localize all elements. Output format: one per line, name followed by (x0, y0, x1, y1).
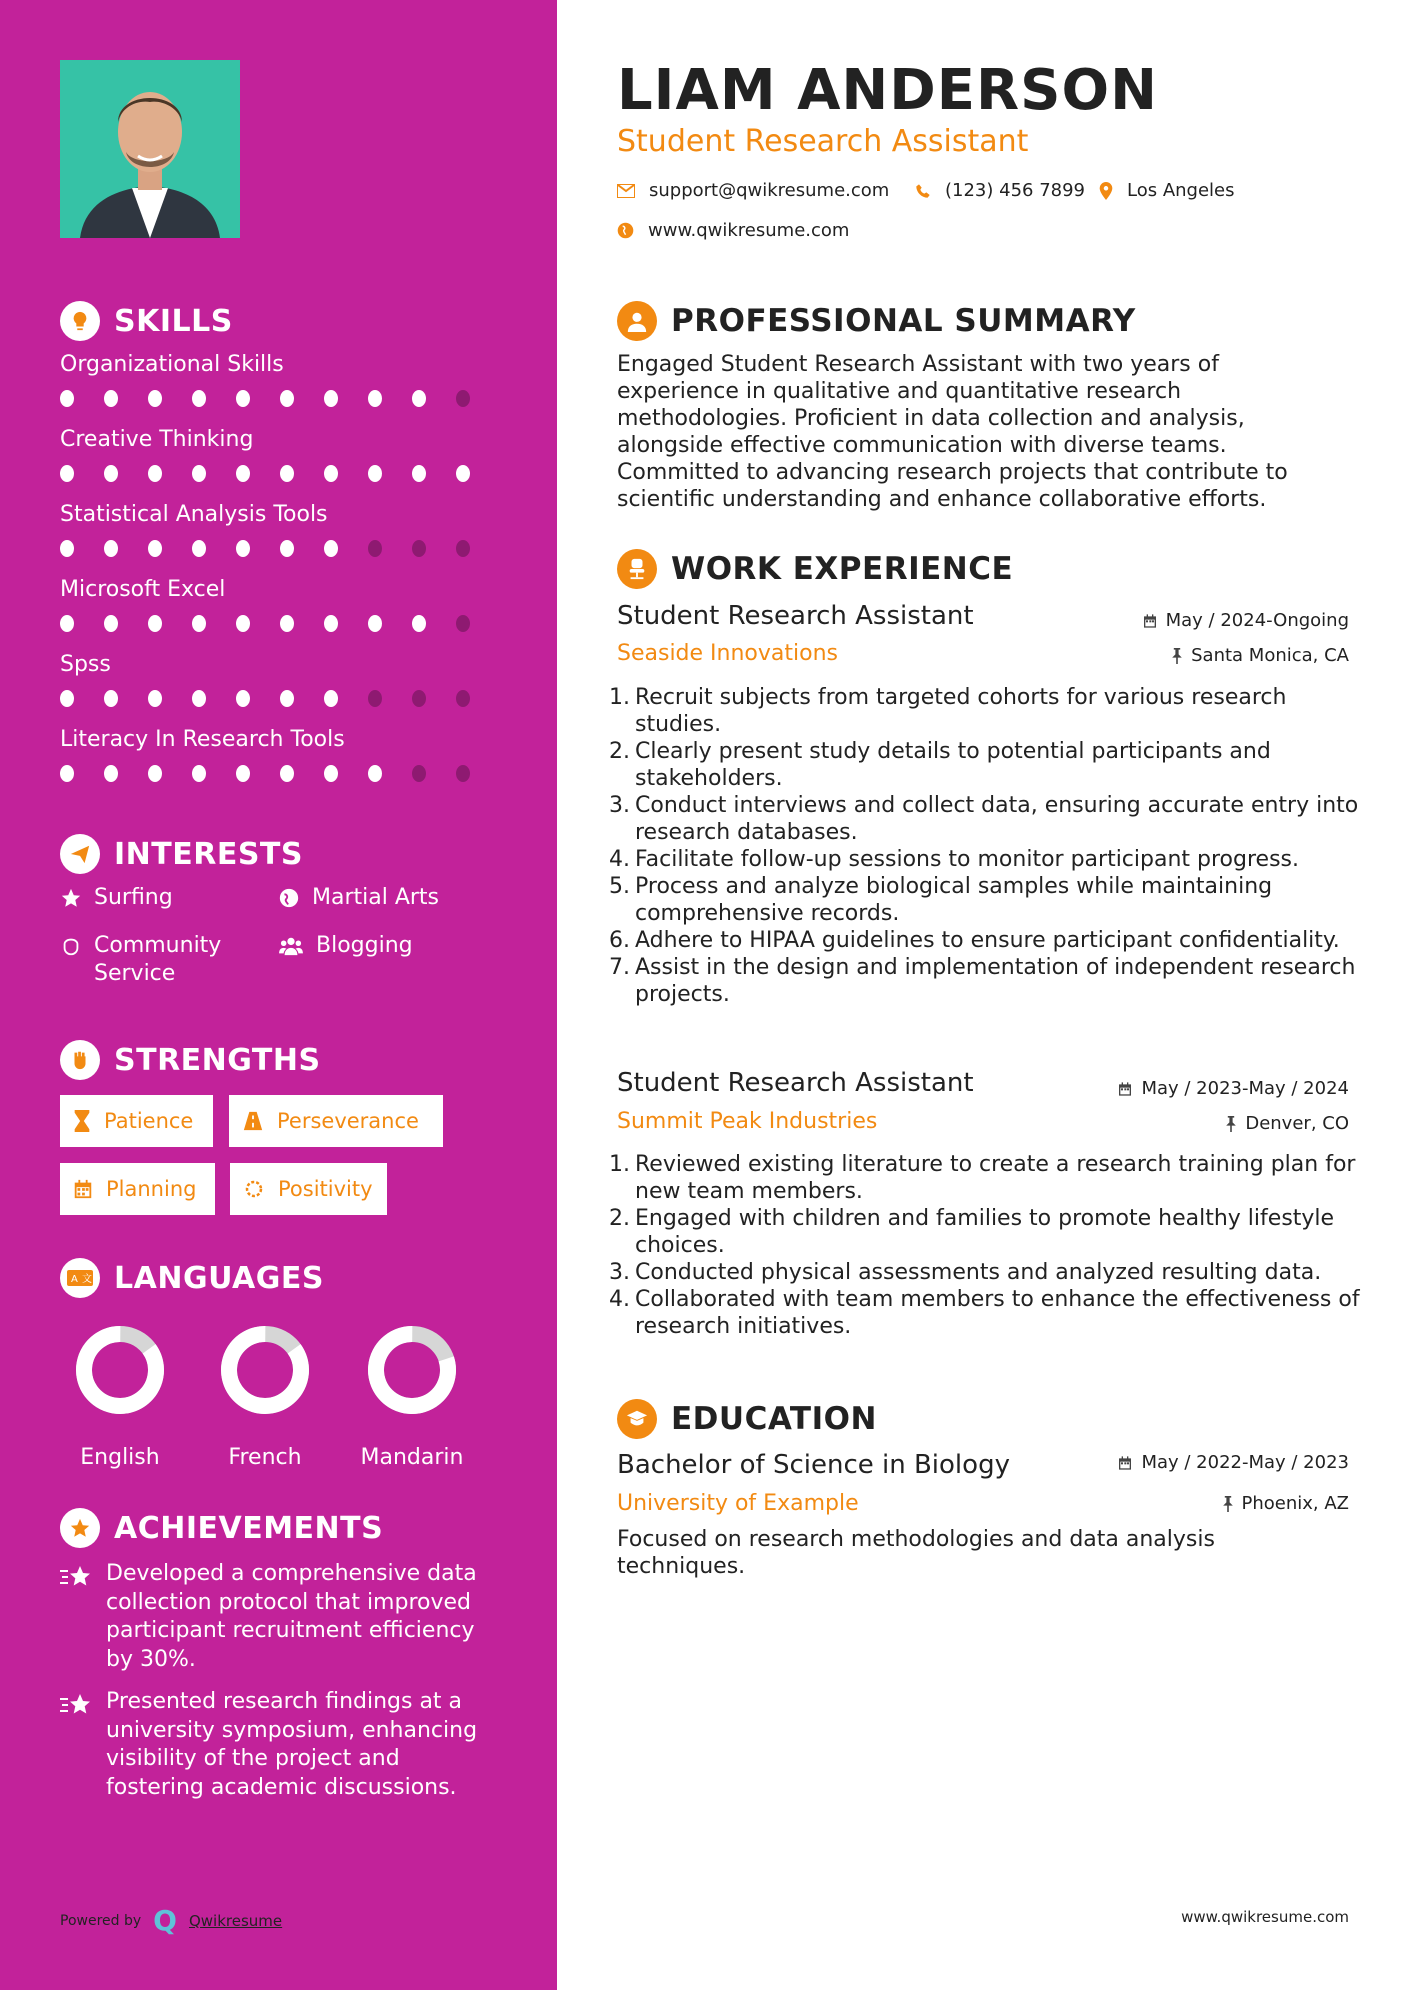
achievement-item (60, 1560, 500, 1674)
rating-dot (192, 690, 206, 707)
sun-icon (242, 1177, 266, 1201)
job-bullets (609, 684, 1369, 1008)
pushpin-icon (1171, 648, 1183, 664)
strength-label: Positivity (278, 1177, 373, 1201)
rating-dot (456, 540, 470, 557)
globe-icon (278, 887, 300, 909)
job-dates (1142, 610, 1349, 631)
candidate-name: LIAM ANDERSON (617, 58, 1158, 123)
achievement-text: Presented research findings at a university symposium, enhancing visibility of the project and fostering academic discussions. (106, 1689, 478, 1800)
bullet-text: Recruit subjects from targeted cohorts for various research studies. (635, 685, 1287, 737)
paper-plane-icon (60, 834, 100, 874)
rating-dot (148, 465, 162, 482)
job-company: Seaside Innovations (617, 641, 838, 666)
rating-dot (104, 390, 118, 407)
summary-title: PROFESSIONAL SUMMARY (671, 303, 1136, 339)
skill-rating (60, 465, 500, 482)
education-description: Focused on research methodologies and data analysis techniques. (617, 1527, 1215, 1579)
achievement-item (60, 1688, 500, 1802)
rating-dot (456, 765, 470, 782)
achievements-title: ACHIEVEMENTS (114, 1510, 384, 1546)
phone-text: (123) 456 7899 (945, 180, 1086, 201)
language-ring-fill (367, 1325, 457, 1415)
rating-dot (104, 765, 118, 782)
contact-email[interactable] (617, 180, 889, 201)
rating-dot (192, 765, 206, 782)
bullet-number: 5. (609, 874, 630, 899)
rating-dot (412, 765, 426, 782)
interest-item (278, 884, 439, 912)
contact-phone[interactable] (915, 180, 1085, 201)
bullet-number: 1. (609, 685, 630, 710)
job-bullets (609, 1151, 1369, 1340)
strength-label: Patience (104, 1109, 194, 1133)
svg-text:文: 文 (82, 1274, 92, 1285)
calendar-icon (72, 1178, 94, 1200)
bullet-text: Conduct interviews and collect data, ensuring accurate entry into research databases. (635, 793, 1359, 845)
summary-heading (617, 301, 1136, 341)
rating-dot (368, 690, 382, 707)
main-content (557, 0, 1407, 1990)
lightbulb-icon (60, 301, 100, 341)
language-ring-fill (220, 1325, 310, 1415)
skill-item (60, 352, 500, 407)
candidate-role: Student Research Assistant (617, 124, 1029, 159)
rating-dot (324, 765, 338, 782)
strength-tag (230, 1163, 387, 1215)
languages-heading (60, 1258, 324, 1298)
rating-dot (236, 540, 250, 557)
education-location-text: Phoenix, AZ (1241, 1493, 1349, 1514)
language-item (342, 1325, 482, 1470)
rating-dot (412, 540, 426, 557)
interest-item (60, 884, 173, 912)
email-text: support@qwikresume.com (649, 180, 890, 201)
skill-rating (60, 390, 500, 407)
skill-rating (60, 615, 500, 632)
interest-label: Blogging (316, 933, 413, 958)
map-pin-icon (1099, 182, 1113, 200)
language-name: English (80, 1445, 160, 1470)
contact-location (1099, 180, 1235, 201)
strength-label: Planning (106, 1177, 197, 1201)
skill-rating (60, 540, 500, 557)
job-company: Summit Peak Industries (617, 1109, 878, 1134)
job-bullet (609, 954, 1369, 1008)
bullet-text: Facilitate follow-up sessions to monitor participant progress. (635, 847, 1299, 872)
fist-icon (60, 1040, 100, 1080)
language-ring (220, 1325, 310, 1415)
bullet-number: 3. (609, 793, 630, 818)
bullet-text: Engaged with children and families to promote healthy lifestyle choices. (635, 1206, 1335, 1258)
rating-dot (412, 465, 426, 482)
bullet-number: 4. (609, 1287, 630, 1312)
pushpin-icon (1222, 1496, 1234, 1512)
rating-dot (324, 390, 338, 407)
rating-dot (368, 615, 382, 632)
rating-dot (324, 540, 338, 557)
calendar-icon (1117, 1081, 1133, 1097)
bullet-text: Adhere to HIPAA guidelines to ensure participant confidentiality. (635, 928, 1340, 953)
rating-dot (104, 615, 118, 632)
skill-item (60, 727, 500, 782)
rating-dot (148, 690, 162, 707)
rating-dot (456, 615, 470, 632)
rating-dot (280, 465, 294, 482)
strengths-title: STRENGTHS (114, 1042, 321, 1078)
work-title: WORK EXPERIENCE (671, 551, 1014, 587)
language-ring (367, 1325, 457, 1415)
rating-dot (104, 540, 118, 557)
qwikresume-logo-icon: Q (153, 1904, 177, 1937)
bullet-text: Reviewed existing literature to create a research training plan for new team members. (635, 1152, 1356, 1204)
rating-dot (236, 690, 250, 707)
job-title: Student Research Assistant (617, 1068, 974, 1098)
summary-text: Engaged Student Research Assistant with two years of experience in qualitative and quantitative research methodologies. Proficient in data collection and analysis, alongside effective communication with diverse teams. Committed to advancing research projects that contribute to scientific understanding and enhance collaborative efforts. (617, 352, 1288, 512)
job-bullet (609, 738, 1369, 792)
education-title: EDUCATION (671, 1401, 877, 1437)
strength-label: Perseverance (277, 1109, 419, 1133)
job-dates (1117, 1078, 1349, 1099)
strength-tag (60, 1095, 213, 1147)
rating-dot (412, 615, 426, 632)
job-bullet (609, 846, 1369, 873)
powered-by (60, 1904, 282, 1937)
shooting-star-icon (60, 1692, 94, 1718)
education-heading (617, 1399, 877, 1439)
interest-item (278, 932, 413, 960)
bullet-text: Process and analyze biological samples while maintaining comprehensive records. (635, 874, 1273, 926)
bullet-number: 7. (609, 955, 630, 980)
hourglass-icon (72, 1110, 92, 1132)
work-heading (617, 549, 1013, 589)
rating-dot (148, 765, 162, 782)
job-bullet (609, 873, 1369, 927)
phone-icon (915, 183, 931, 199)
skill-item (60, 652, 500, 707)
rating-dot (236, 465, 250, 482)
rating-dot (192, 540, 206, 557)
interest-item (60, 932, 250, 988)
interest-label: Martial Arts (312, 885, 440, 910)
profile-photo (60, 60, 240, 238)
calendar-icon (1117, 1455, 1133, 1471)
user-icon (617, 301, 657, 341)
sidebar (0, 0, 557, 1990)
rating-dot (60, 615, 74, 632)
job-bullet (609, 1286, 1369, 1340)
rating-dot (104, 690, 118, 707)
rating-dot (148, 615, 162, 632)
location-text: Los Angeles (1127, 180, 1235, 201)
bullet-number: 3. (609, 1260, 630, 1285)
skills-heading (60, 301, 233, 341)
rating-dot (236, 765, 250, 782)
footer-url[interactable]: www.qwikresume.com (1181, 1908, 1349, 1926)
interest-label: Community Service (94, 933, 222, 986)
job-bullet (609, 684, 1369, 738)
degree-title: Bachelor of Science in Biology (617, 1450, 1010, 1480)
calendar-icon (1142, 613, 1158, 629)
rating-dot (60, 690, 74, 707)
globe-icon (617, 222, 634, 239)
rating-dot (368, 465, 382, 482)
profile-photo-image (60, 60, 240, 238)
rating-dot (148, 390, 162, 407)
skills-title: SKILLS (114, 303, 233, 339)
office-chair-icon (617, 549, 657, 589)
rating-dot (192, 615, 206, 632)
rating-dot (192, 390, 206, 407)
skill-rating (60, 690, 500, 707)
rating-dot (456, 465, 470, 482)
graduation-icon (617, 1399, 657, 1439)
rating-dot (368, 765, 382, 782)
star-icon (60, 887, 82, 909)
bullet-text: Conducted physical assessments and analyzed resulting data. (635, 1260, 1322, 1285)
language-item (50, 1325, 190, 1470)
language-name: Mandarin (360, 1445, 464, 1470)
rating-dot (236, 390, 250, 407)
strength-tag (60, 1163, 215, 1215)
envelope-icon (617, 184, 635, 198)
job-bullet (609, 792, 1369, 846)
school-name: University of Example (617, 1491, 859, 1516)
job-bullet (609, 1259, 1369, 1286)
skill-item (60, 502, 500, 557)
rating-dot (324, 690, 338, 707)
rating-dot (280, 765, 294, 782)
bullet-number: 2. (609, 739, 630, 764)
language-item (195, 1325, 335, 1470)
pushpin-icon (1225, 1116, 1237, 1132)
skill-name: Spss (60, 652, 111, 677)
rating-dot (60, 390, 74, 407)
bullet-text: Clearly present study details to potential participants and stakeholders. (635, 739, 1271, 791)
svg-text:A: A (71, 1274, 78, 1285)
shooting-star-icon (60, 1564, 94, 1590)
job-location-text: Denver, CO (1245, 1113, 1349, 1134)
bullet-number: 4. (609, 847, 630, 872)
strengths-heading (60, 1040, 321, 1080)
bullet-text: Assist in the design and implementation of independent research projects. (635, 955, 1356, 1007)
hand-icon (60, 935, 82, 957)
skill-name: Statistical Analysis Tools (60, 502, 328, 527)
interests-heading (60, 834, 303, 874)
rating-dot (60, 465, 74, 482)
education-location (1222, 1493, 1350, 1514)
rating-dot (324, 615, 338, 632)
interest-label: Surfing (94, 885, 173, 910)
rating-dot (280, 540, 294, 557)
contact-website[interactable] (617, 220, 849, 241)
job-dates-text: May / 2023-May / 2024 (1141, 1078, 1349, 1099)
education-dates-text: May / 2022-May / 2023 (1141, 1452, 1349, 1473)
brand-link[interactable]: Qwikresume (188, 1911, 283, 1930)
strength-tag (229, 1095, 443, 1147)
interests-title: INTERESTS (114, 836, 303, 872)
bullet-number: 6. (609, 928, 630, 953)
skill-rating (60, 765, 500, 782)
job-location-text: Santa Monica, CA (1191, 645, 1349, 666)
rating-dot (192, 465, 206, 482)
rating-dot (148, 540, 162, 557)
job-title: Student Research Assistant (617, 601, 974, 631)
website-text: www.qwikresume.com (648, 220, 850, 241)
achievements-heading (60, 1508, 383, 1548)
skill-item (60, 427, 500, 482)
rating-dot (60, 765, 74, 782)
rating-dot (280, 615, 294, 632)
rating-dot (412, 390, 426, 407)
rating-dot (280, 390, 294, 407)
rating-dot (456, 690, 470, 707)
job-bullet (609, 927, 1369, 954)
rating-dot (280, 690, 294, 707)
education-dates (1117, 1452, 1349, 1473)
rating-dot (368, 390, 382, 407)
rating-dot (456, 390, 470, 407)
skill-name: Microsoft Excel (60, 577, 226, 602)
skill-name: Literacy In Research Tools (60, 727, 345, 752)
skill-name: Creative Thinking (60, 427, 254, 452)
language-name: French (228, 1445, 302, 1470)
bullet-number: 2. (609, 1206, 630, 1231)
job-location (1171, 645, 1349, 666)
job-dates-text: May / 2024-Ongoing (1165, 610, 1349, 631)
bullet-text: Collaborated with team members to enhance the effectiveness of research initiatives. (635, 1287, 1360, 1339)
skill-item (60, 577, 500, 632)
achievement-text: Developed a comprehensive data collection protocol that improved participant recruitment efficiency by 30%. (106, 1561, 477, 1672)
job-bullet (609, 1151, 1369, 1205)
powered-by-label: Powered by (60, 1912, 142, 1929)
language-ring (75, 1325, 165, 1415)
job-bullet (609, 1205, 1369, 1259)
language-ring-fill (75, 1325, 165, 1415)
rating-dot (60, 540, 74, 557)
rating-dot (104, 465, 118, 482)
bullet-number: 1. (609, 1152, 630, 1177)
road-icon (241, 1110, 265, 1132)
rating-dot (412, 690, 426, 707)
language-icon (60, 1258, 100, 1298)
skill-name: Organizational Skills (60, 352, 284, 377)
languages-title: LANGUAGES (114, 1260, 324, 1296)
rating-dot (324, 465, 338, 482)
rating-dot (236, 615, 250, 632)
trophy-star-icon (60, 1508, 100, 1548)
rating-dot (368, 540, 382, 557)
job-location (1225, 1113, 1349, 1134)
users-icon (278, 935, 304, 957)
